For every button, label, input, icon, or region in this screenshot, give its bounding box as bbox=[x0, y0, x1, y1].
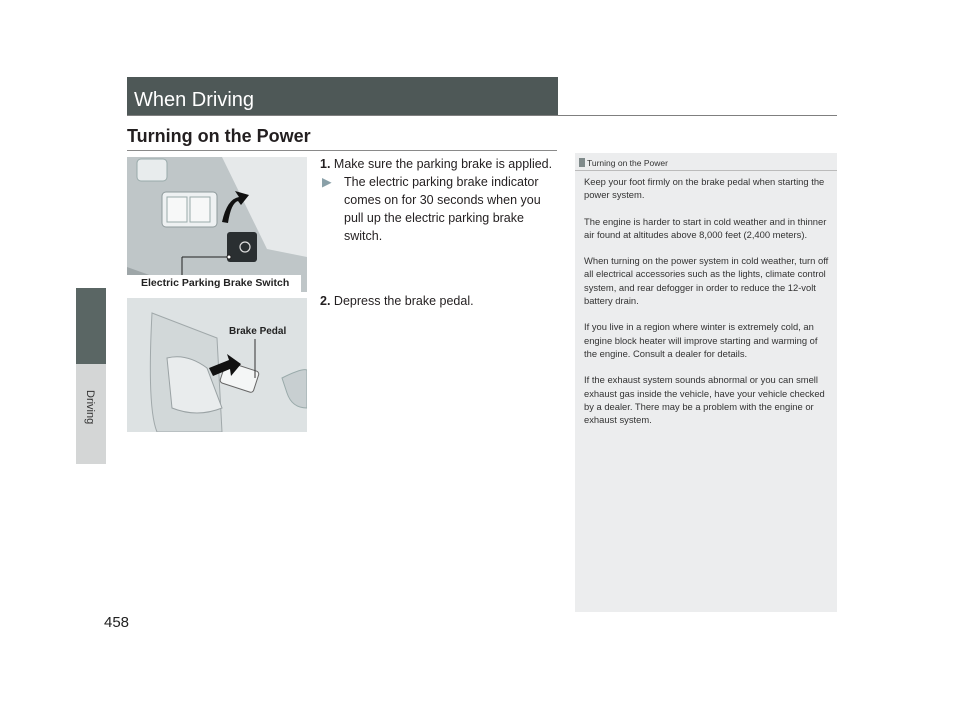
brake-pedal-caption: Brake Pedal bbox=[229, 326, 287, 337]
note-header-text: Turning on the Power bbox=[587, 158, 668, 168]
step-list bbox=[320, 155, 555, 245]
heading-rule bbox=[127, 150, 557, 151]
page-number: 458 bbox=[104, 614, 130, 631]
note-marker-icon bbox=[579, 158, 585, 167]
brake-pedal-illustration bbox=[127, 298, 307, 432]
note-sidebar bbox=[575, 153, 837, 612]
note-paragraph: If you live in a region where winter is extremely cold, an engine block heater will improve starting and warming of the engine. Consult a dealer for details. bbox=[584, 321, 818, 359]
note-body bbox=[584, 175, 830, 439]
step-1-text: Make sure the parking brake is applied. bbox=[333, 157, 553, 171]
step-1 bbox=[320, 155, 555, 173]
step-2 bbox=[320, 294, 474, 308]
parking-brake-caption: Electric Parking Brake Switch bbox=[127, 275, 301, 292]
side-label: Driving bbox=[84, 390, 96, 425]
page-heading: Turning on the Power bbox=[127, 126, 311, 146]
brake-pedal-figure bbox=[127, 298, 307, 432]
parking-brake-figure bbox=[127, 157, 307, 292]
step-2-number: 2. bbox=[320, 294, 331, 308]
note-paragraph: If the exhaust system sounds abnormal or you can smell exhaust gas inside the vehicle, have your vehicle checked by a dealer. There may be a problem with the engine or exhaust system. bbox=[584, 374, 825, 426]
step-1-detail-text: The electric parking brake indicator comes on for 30 seconds when you pull up the electric parking brake switch. bbox=[344, 175, 541, 243]
note-paragraph: When turning on the power system in cold weather, turn off all electrical accessories such as the lights, climate control system, and rear defogger in order to reduce the 12-volt battery drain. bbox=[584, 255, 829, 307]
arrow-icon: ▶ bbox=[322, 175, 332, 189]
note-paragraph: Keep your foot firmly on the brake pedal when starting the power system. bbox=[584, 176, 825, 201]
step-2-text: Depress the brake pedal. bbox=[333, 294, 474, 308]
banner-rule bbox=[127, 115, 837, 116]
side-tab-marker bbox=[76, 288, 106, 364]
section-title: When Driving bbox=[127, 77, 558, 115]
step-1-detail bbox=[320, 173, 555, 245]
note-header bbox=[575, 155, 837, 171]
note-paragraph: The engine is harder to start in cold weather and in thinner air found at altitudes above 8,000 feet (2,400 meters). bbox=[584, 215, 827, 240]
parking-brake-illustration bbox=[127, 157, 307, 292]
step-1-number: 1. bbox=[320, 157, 331, 171]
